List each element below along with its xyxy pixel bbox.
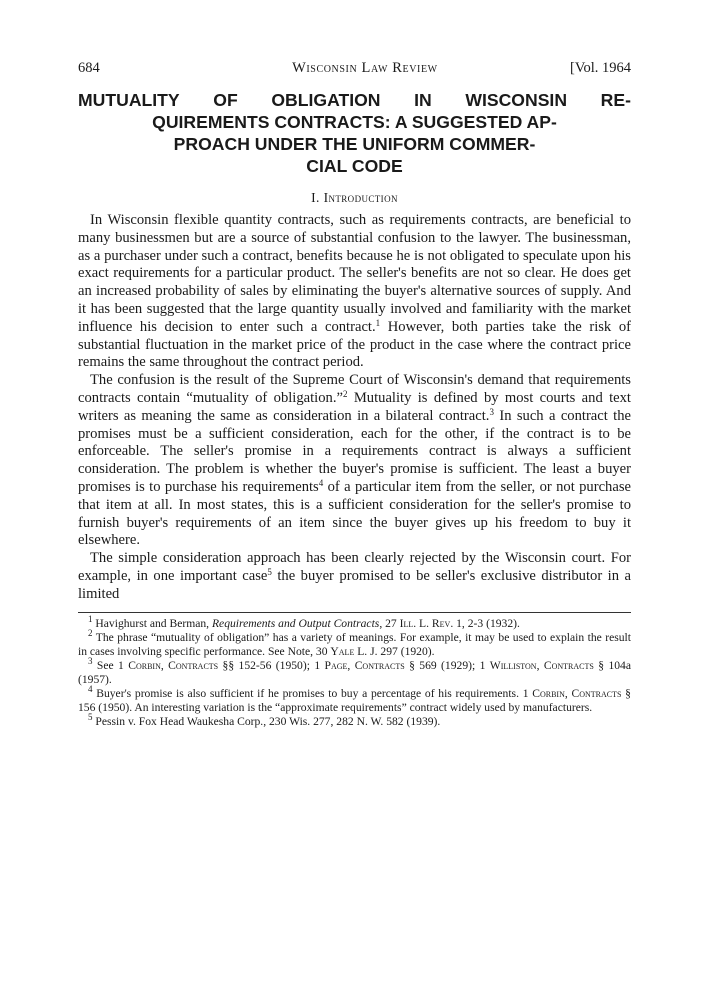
section-title: Introduction [323, 190, 398, 205]
footnote-ref: 2 [342, 388, 348, 399]
footnote-ref: 3 [489, 406, 494, 417]
footnote-5: $^5$ Pessin v. Fox Head Waukesha Corp., 230 Wis. 277, 282 N. W. 582 (1939). [88, 712, 441, 729]
title-line-3: PROACH UNDER THE UNIFORM COMMER- [173, 134, 536, 154]
section-number: I. [311, 190, 320, 205]
title-word: OF [213, 90, 238, 110]
footnote-2: $^2$ The phrase “mutuality of obligation” has a variety of meanings. For example, it may be used to explain the result in cases involving specific performance. See Note, 30 Yale L. J. 297 (1920). [78, 627, 631, 658]
journal-page [78, 60, 631, 729]
paragraph-2: The confusion is the result of the Supreme Court of Wisconsin's demand that requirements contracts contain “mutuality of obligation.”$^2$ Mutuality is defined by most courts and text writers as meaning the same as consideration in a bilateral contract.$^3$ In such a contract the promises must be a sufficient consideration, each for the other, if the contract is to be enforceable. The seller's promise in a requirements contract is always a sufficient consideration. The problem is whether the buyer's promise is sufficient. The least a buyer promises is to purchase his requirements$^4$ of a particular item from the seller, or not purchase that item at all. In most states, this is a sufficient consideration for the seller's promise to furnish buyer's requirements of an item since the buyer gives up his freedom to buy it elsewhere. [78, 372, 632, 549]
article-body [78, 212, 631, 604]
title-line-2: QUIREMENTS CONTRACTS: A SUGGESTED AP- [152, 112, 557, 132]
footnotes [78, 613, 631, 730]
footnote-ref: 5 [267, 566, 272, 577]
title-word: MUTUALITY [78, 90, 180, 110]
title-word: RE- [600, 90, 631, 110]
article-title [78, 89, 631, 177]
footnote-ref: 4 [318, 477, 324, 488]
title-word: WISCONSIN [465, 90, 568, 110]
journal-name: Wisconsin Law Review [292, 60, 438, 76]
footnote-1: $^1$ Havighurst and Berman, Requirements and Output Contracts, 27 Ill. L. Rev. 1, 2-3 (1932). [88, 613, 520, 630]
page-number: 684 [78, 60, 100, 76]
section-heading [78, 190, 631, 206]
footnote-4: $^4$ Buyer's promise is also sufficient if he promises to buy a percentage of his requirements. 1 Corbin, Contracts § 156 (1950). An interesting variation is the “approximate requirements” contract widely used by manufacturers. [78, 684, 631, 715]
title-line-4: CIAL CODE [306, 156, 403, 176]
volume-label: [Vol. 1964 [570, 60, 631, 76]
paragraph-1: In Wisconsin flexible quantity contracts, such as requirements contracts, are beneficial to many businessmen but are a source of substantial confusion to the lawyer. The businessman, as a purchaser under such a contract, benefits because he is not obligated to speculate upon his exact requirements for a particular product. The seller's benefits are not so clear. He does get an increased probability of sales by eliminating the buyer's alternative sources of supply. And it has been suggested that the large quantity usually involved and familiarity with the market influence his decision to enter such a contract.$^1$ However, both parties take the risk of substantial fluctuation in the market price of the product in the case where the contract price remains the same throughout the contract period. [78, 212, 632, 371]
footnote-divider [78, 612, 631, 613]
paragraph-3: The simple consideration approach has been clearly rejected by the Wisconsin court. For example, in one important case$^5$ the buyer promised to be seller's exclusive distributor in a limited [78, 550, 632, 602]
footnote-ref: 1 [375, 317, 381, 328]
running-head [78, 60, 631, 77]
title-line-1 [78, 89, 631, 111]
title-word: OBLIGATION [271, 90, 381, 110]
title-word: IN [414, 90, 432, 110]
footnote-3: $^3$ See 1 Corbin, Contracts §§ 152-56 (1950); 1 Page, Contracts § 569 (1929); 1 Williston, Contracts § 104a (1957). [78, 655, 631, 686]
